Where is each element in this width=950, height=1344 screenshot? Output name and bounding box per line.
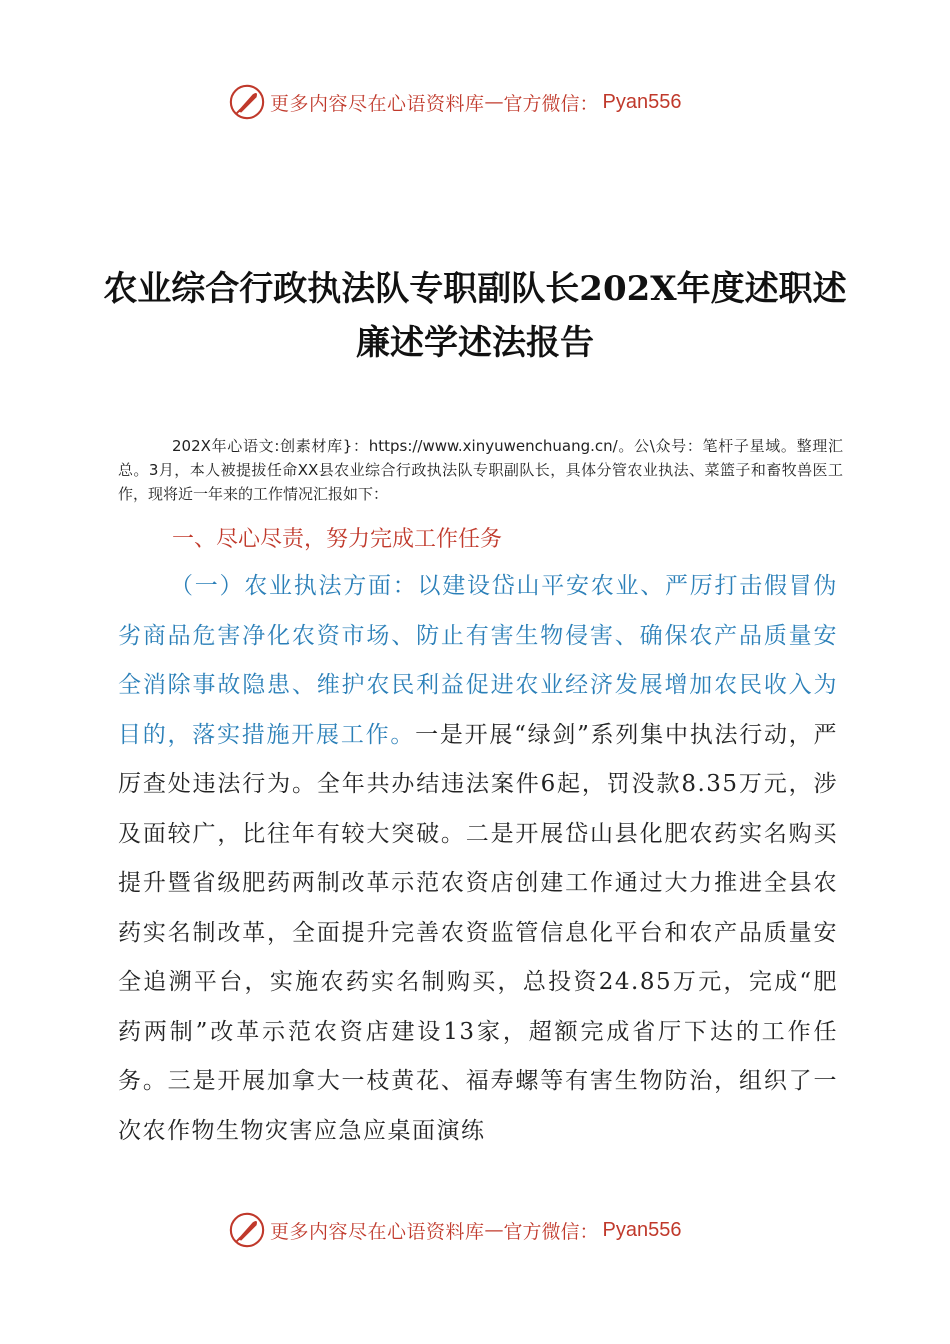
highlighted-text: （一）农业执法方面：以建设岱山平安农业、严厉打击假冒伪劣商品危害净化农资市场、防止有害生物侵害、确保农产品质量安全消除事故隐患、维护农民利益促进农业经济发展增加农民收入为目的，落实措施开展工作。 [118,573,838,748]
banner-wechat-id: Pyan556 [602,1218,682,1241]
banner-wechat-label: 官方微信： [503,92,599,115]
intro-paragraph: 202X年心语文:创素材库}：https://www.xinyuwenchuang.cn/。公\众号：笔杆子星域。整理汇总。3月，本人被提拔任命XX县农业综合行政执法队专职副队长，具体分管农业执法、菜篮子和畜牧兽医工作，现将近一年来的工作情况汇报如下： [118,437,843,503]
banner-wechat-id: Pyan556 [602,90,682,113]
banner-text: 更多内容尽在心语资料库 [270,92,485,115]
banner-wechat-label: 官方微信： [503,1220,599,1243]
quill-logo-icon [228,83,266,121]
document-title: 农业综合行政执法队专职副队长202X年度述职述廉述学述法报告 [103,269,847,363]
quill-logo-icon [228,1211,266,1249]
header-banner [228,82,728,122]
banner-text: 更多内容尽在心语资料库 [270,1220,485,1243]
body-text: 一是开展“绿剑”系列集中执法行动，严厉查处违法行为。全年共办结违法案件6起，罚没款8.35万元，涉及面较广，比往年有较大突破。二是开展岱山县化肥农药实名购买提升暨省级肥药两制改革示范农资店创建工作通过大力推进全县农药实名制改革，全面提升完善农资监管信息化平台和农产品质量安全追溯平台，实施农药实名制购买，总投资24.85万元，完成“肥药两制”改革示范农资店建设13家，超额完成省厅下达的工作任务。三是开展加拿大一枝黄花、福寿螺等有害生物防治，组织了一次农作物生物灾害应急应桌面演练 [118,721,838,1144]
banner-dash: — [484,1219,504,1241]
banner-dash: — [484,91,504,113]
footer-banner [228,1210,728,1250]
section-heading: 一、尽心尽责，努力完成工作任务 [172,527,503,552]
body-paragraph [118,562,838,1156]
